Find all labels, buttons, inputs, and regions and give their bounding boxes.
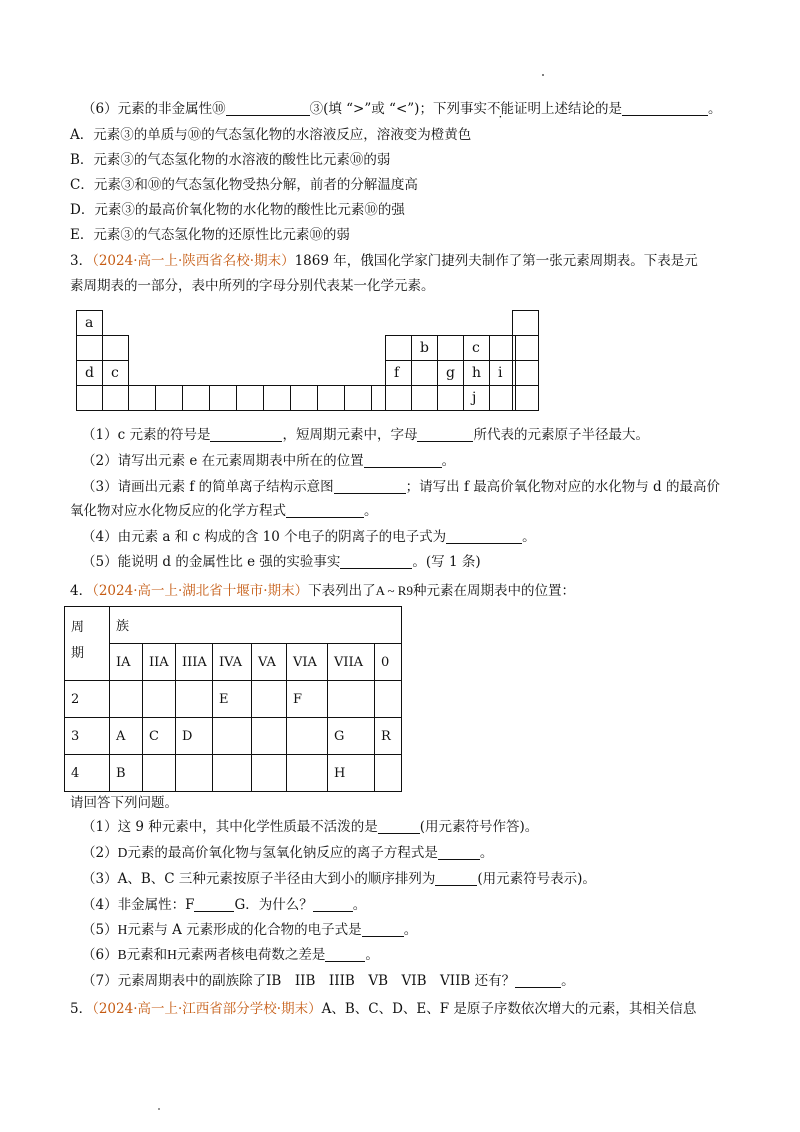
- answer-blank[interactable]: [226, 101, 310, 116]
- pt-cell: [512, 335, 539, 361]
- pt-cell: [512, 385, 539, 411]
- pt-cell: [76, 335, 103, 361]
- table-cell: D: [176, 718, 213, 755]
- q3-text: （1）c 元素的符号是: [82, 427, 211, 443]
- q3-part5: [82, 553, 481, 571]
- q6-option-c: C．元素③和⑩的气态氢化物受热分解，前者的分解温度高: [70, 177, 418, 193]
- answer-blank[interactable]: [515, 973, 561, 988]
- q4-part5: [82, 921, 417, 939]
- q6-emphasis: 不能: [486, 101, 514, 117]
- table-group-label: IVA: [213, 644, 252, 681]
- element-position-table: [64, 606, 402, 792]
- q4-text: （4）非金属性：F: [82, 897, 195, 913]
- q4-text: 元素和: [126, 947, 168, 963]
- table-cell: [110, 681, 143, 718]
- pt-cell: [411, 385, 438, 411]
- table-cell: G: [328, 718, 375, 755]
- table-cell: [287, 718, 328, 755]
- table-cell: [143, 755, 176, 792]
- q4-intro: [70, 582, 575, 600]
- q3-part4: [82, 528, 536, 546]
- pt-cell: [76, 385, 103, 411]
- pt-letter: d: [85, 365, 94, 381]
- pt-letter: j: [472, 390, 477, 406]
- table-cell: [176, 755, 213, 792]
- table-cell: 4: [65, 755, 110, 792]
- element-symbol: H: [117, 922, 128, 937]
- table-cell: [252, 718, 287, 755]
- table-cell: [213, 755, 252, 792]
- q5-intro: [70, 1000, 696, 1018]
- q6-stem-part: ③(填 “>”或 “<”)；下列事实: [309, 101, 487, 117]
- pt-cell: [76, 310, 103, 336]
- pt-letter: g: [446, 365, 455, 381]
- q3-text: （3）请画出元素 f 的简单离子结构示意图: [82, 479, 334, 495]
- table-group-label: IIA: [143, 644, 176, 681]
- table-cell: [143, 681, 176, 718]
- q4-text: （1）这 9 种元素中，其中化学性质最不活泼的是: [82, 819, 378, 835]
- table-cell: B: [110, 755, 143, 792]
- q4-text: 。: [561, 973, 575, 989]
- q4-intro-text: 下表列出了: [308, 583, 376, 599]
- table-cell: [213, 718, 252, 755]
- q3-number: 3．: [70, 253, 93, 269]
- table-cell: C: [143, 718, 176, 755]
- pt-cell: [411, 360, 438, 386]
- q5-number: 5．: [70, 1001, 93, 1017]
- pt-cell: [155, 385, 183, 411]
- q5-source: （2024·高一上·江西省部分学校·期末）: [92, 1001, 322, 1017]
- table-header-group: 族: [110, 607, 402, 644]
- q3-text: （2）请写出元素 e 在元素周期表中所在的位置: [82, 453, 364, 469]
- q6-stem-part: 证明上述结论的是: [513, 101, 622, 117]
- pt-cell: [385, 385, 412, 411]
- q4-text: （5）: [82, 922, 118, 938]
- table-group-label: VA: [252, 644, 287, 681]
- q3-intro: [70, 252, 698, 270]
- pt-cell: [411, 335, 438, 361]
- q4-text: （6）: [82, 947, 118, 963]
- q6-option-b: B．元素③的气态氢化物的水溶液的酸性比元素⑩的弱: [70, 152, 391, 168]
- pt-cell: [385, 335, 412, 361]
- speck: [158, 1108, 160, 1110]
- answer-blank[interactable]: [313, 897, 353, 912]
- q4-text: G．为什么？: [234, 897, 313, 913]
- pt-cell: [463, 360, 490, 386]
- answer-blank[interactable]: [446, 529, 522, 544]
- pt-cell: [102, 360, 129, 386]
- table-cell: [375, 681, 402, 718]
- q4-text: （3）A、B、C 三种元素按原子半径由大到小的顺序排列为: [82, 871, 436, 887]
- answer-blank[interactable]: [438, 845, 480, 860]
- pt-cell: [263, 385, 291, 411]
- q6-stem-part: （6）元素的非金属性⑩: [82, 101, 226, 117]
- table-cell: [287, 755, 328, 792]
- q3-text: 。: [441, 453, 456, 469]
- pt-cell: [437, 385, 464, 411]
- pt-cell: [371, 385, 386, 411]
- pt-cell: [290, 385, 318, 411]
- pt-cell: [512, 360, 539, 386]
- q4-text: （2）: [82, 845, 118, 861]
- q6-option-e: E．元素③的气态氢化物的还原性比元素⑩的弱: [70, 227, 350, 243]
- q4-part2: [82, 844, 493, 862]
- q4-text: 。: [365, 947, 379, 963]
- q4-source: （2024·高一上·湖北省十堰市·期末）: [92, 583, 309, 599]
- pt-letter: f: [394, 365, 400, 381]
- pt-cell: [102, 335, 129, 361]
- q3-text: （5）能说明 d 的金属性比 e 强的实验事实: [82, 554, 341, 570]
- q3-text: （4）由元素 a 和 c 构成的含 10 个电子的阴离子的电子式为: [82, 529, 447, 545]
- pt-cell: [209, 385, 237, 411]
- table-cell: 2: [65, 681, 110, 718]
- pt-cell: [437, 360, 464, 386]
- table-group-label: 0: [375, 644, 402, 681]
- speck: [542, 74, 544, 76]
- table-cell: R: [375, 718, 402, 755]
- table-group-label: VIIA: [328, 644, 375, 681]
- pt-cell: [463, 335, 490, 361]
- q4-part3: [82, 870, 596, 888]
- element-symbol: D: [117, 845, 128, 860]
- q3-part1: [82, 426, 649, 444]
- pt-cell: [128, 385, 156, 411]
- table-cell: 3: [65, 718, 110, 755]
- q4-part7: [82, 972, 575, 990]
- table-group-label: IIIA: [176, 644, 213, 681]
- answer-blank[interactable]: [325, 947, 365, 962]
- table-cell: [252, 681, 287, 718]
- table-cell: [375, 755, 402, 792]
- q4-text: 元素与 A 元素形成的化合物的电子式是: [127, 922, 362, 938]
- q6-option-a: A．元素③的单质与⑩的气态氢化物的水溶液反应，溶液变为橙黄色: [70, 127, 472, 143]
- pt-letter: c: [472, 340, 480, 356]
- pt-cell: [182, 385, 210, 411]
- pt-letter: b: [420, 340, 429, 356]
- table-cell: [252, 755, 287, 792]
- q4-prompt: 请回答下列问题。: [70, 795, 178, 811]
- answer-blank[interactable]: [334, 479, 406, 494]
- pt-cell: [344, 385, 372, 411]
- q4-formula: A ~ R9: [375, 583, 413, 598]
- q4-text: (用元素符号表示)。: [477, 871, 596, 887]
- q4-number: 4．: [70, 583, 93, 599]
- q4-part6: [82, 946, 379, 964]
- q3-part2: [82, 452, 455, 470]
- table-cell: [328, 681, 375, 718]
- table-cell: [176, 681, 213, 718]
- q3-text: 。: [522, 529, 536, 545]
- answer-blank[interactable]: [435, 871, 477, 886]
- pt-letter: h: [472, 365, 482, 381]
- table-cell: E: [213, 681, 252, 718]
- pt-letter: i: [498, 365, 503, 381]
- pt-cell: [463, 385, 490, 411]
- q3-text: 所代表的元素原子半径最大。: [473, 427, 649, 443]
- element-symbol: B: [117, 947, 127, 962]
- answer-blank[interactable]: [622, 101, 708, 116]
- answer-blank[interactable]: [378, 819, 420, 834]
- table-cell: F: [287, 681, 328, 718]
- pt-cell: [236, 385, 264, 411]
- q3-text: ；请写出 f 最高价氧化物对应的水化物与 d 的最高价: [405, 479, 720, 495]
- q6-option-d: D．元素③的最高价氧化物的水化物的酸性比元素⑩的强: [70, 202, 405, 218]
- answer-blank[interactable]: [340, 554, 412, 569]
- q4-text: 元素的最高价氧化物与氢氧化钠反应的离子方程式是: [127, 845, 438, 861]
- table-cell: H: [328, 755, 375, 792]
- q4-part1: [82, 818, 538, 836]
- q3-part3: [82, 478, 720, 496]
- table-group-label: VIA: [287, 644, 328, 681]
- answer-blank[interactable]: [362, 922, 404, 937]
- q4-text: 元素两者核电荷数之差是: [176, 947, 326, 963]
- pt-letter: c: [111, 365, 119, 381]
- q4-text: 。: [403, 922, 418, 938]
- q4-text: 。: [352, 897, 367, 913]
- pt-cell: [385, 360, 412, 386]
- table-group-label: IA: [110, 644, 143, 681]
- q3-part3-line2: [70, 502, 378, 520]
- q3-text: 。(写 1 条): [412, 554, 481, 570]
- answer-blank[interactable]: [286, 503, 364, 518]
- pt-cell: [437, 335, 464, 361]
- q3-text: 。: [364, 503, 378, 519]
- pt-cell: [102, 385, 129, 411]
- q4-intro-text: 种元素在周期表中的位置：: [412, 583, 575, 599]
- q3-source: （2024·高一上·陕西省名校·期末）: [92, 253, 295, 269]
- q4-text: （7）元素周期表中的副族除了ⅠB IIB IIIB VB VIB VIIB 还有？: [82, 973, 516, 989]
- pt-cell: [512, 310, 539, 336]
- q4-text: 。: [479, 845, 494, 861]
- pt-letter: a: [85, 315, 94, 331]
- element-symbol: H: [167, 947, 177, 962]
- answer-blank[interactable]: [364, 453, 442, 468]
- q5-intro-text: A、B、C、D、E、F 是原子序数依次增大的元素，其相关信息: [321, 1001, 697, 1017]
- q6-stem-part: 。: [707, 101, 722, 117]
- q3-text: ，短周期元素中，字母: [282, 427, 418, 443]
- table-cell: A: [110, 718, 143, 755]
- answer-blank[interactable]: [417, 427, 473, 442]
- q3-intro-text: 1869 年，俄国化学家门捷列夫制作了第一张元素周期表。下表是元: [294, 253, 698, 269]
- answer-blank[interactable]: [194, 897, 234, 912]
- table-header-period: 周 期: [65, 607, 110, 681]
- q3-text: 氧化物对应水化物反应的化学方程式: [70, 503, 286, 519]
- pt-cell: [76, 360, 103, 386]
- q4-part4: [82, 896, 366, 914]
- q4-text: (用元素符号作答)。: [419, 819, 539, 835]
- pt-cell: [317, 385, 345, 411]
- q6-stem: [82, 100, 721, 118]
- answer-blank[interactable]: [210, 427, 282, 442]
- q3-intro-line2: 素周期表的一部分，表中所列的字母分别代表某一化学元素。: [70, 278, 435, 294]
